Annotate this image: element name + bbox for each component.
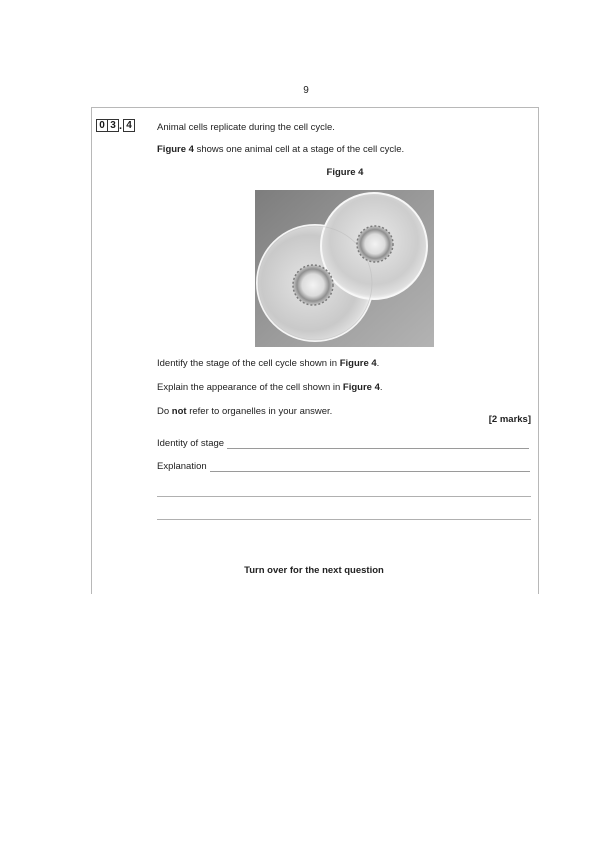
figure-reference — [157, 144, 404, 155]
answer-line-3[interactable] — [157, 519, 531, 520]
explanation-label: Explanation — [157, 461, 207, 472]
question-digit-1: 0 — [96, 119, 108, 132]
instruction-do-not — [157, 406, 332, 417]
question-number — [96, 118, 134, 133]
instruction-do-end: refer to organelles in your answer. — [186, 406, 333, 417]
instruction-explain-text: Explain the appearance of the cell shown in — [157, 382, 343, 393]
instruction-identify-end: . — [376, 358, 380, 369]
marks-label: [2 marks] — [488, 414, 531, 425]
instruction-do-bold: not — [171, 406, 187, 417]
turn-over-note: Turn over for the next question — [244, 565, 384, 576]
identity-answer-line[interactable] — [227, 438, 529, 449]
explanation-answer-line[interactable] — [210, 461, 530, 472]
instruction-explain-bold: Figure 4 — [342, 382, 380, 393]
question-intro: Animal cells replicate during the cell cycle. — [157, 122, 335, 133]
figure-reference-bold: Figure 4 — [157, 144, 194, 155]
explanation-answer-row — [157, 461, 530, 472]
identity-answer-row — [157, 438, 529, 449]
question-separator: . — [119, 119, 123, 132]
instruction-identify-text: Identify the stage of the cell cycle shown in — [157, 358, 340, 369]
question-sub-digit: 4 — [123, 119, 135, 132]
question-frame — [91, 107, 539, 594]
instruction-identify-bold: Figure 4 — [339, 358, 377, 369]
figure-reference-text: shows one animal cell at a stage of the cell cycle. — [193, 144, 405, 155]
page-number: 9 — [303, 85, 309, 96]
cell-micrograph — [255, 190, 434, 347]
instruction-explain-end: . — [379, 382, 383, 393]
answer-line-2[interactable] — [157, 496, 531, 497]
instruction-do-text: Do — [157, 406, 172, 417]
instruction-identify — [157, 358, 379, 369]
identity-label: Identity of stage — [157, 438, 225, 449]
instruction-explain — [157, 382, 383, 393]
figure-title: Figure 4 — [326, 167, 364, 178]
question-digit-2: 3 — [107, 119, 119, 132]
